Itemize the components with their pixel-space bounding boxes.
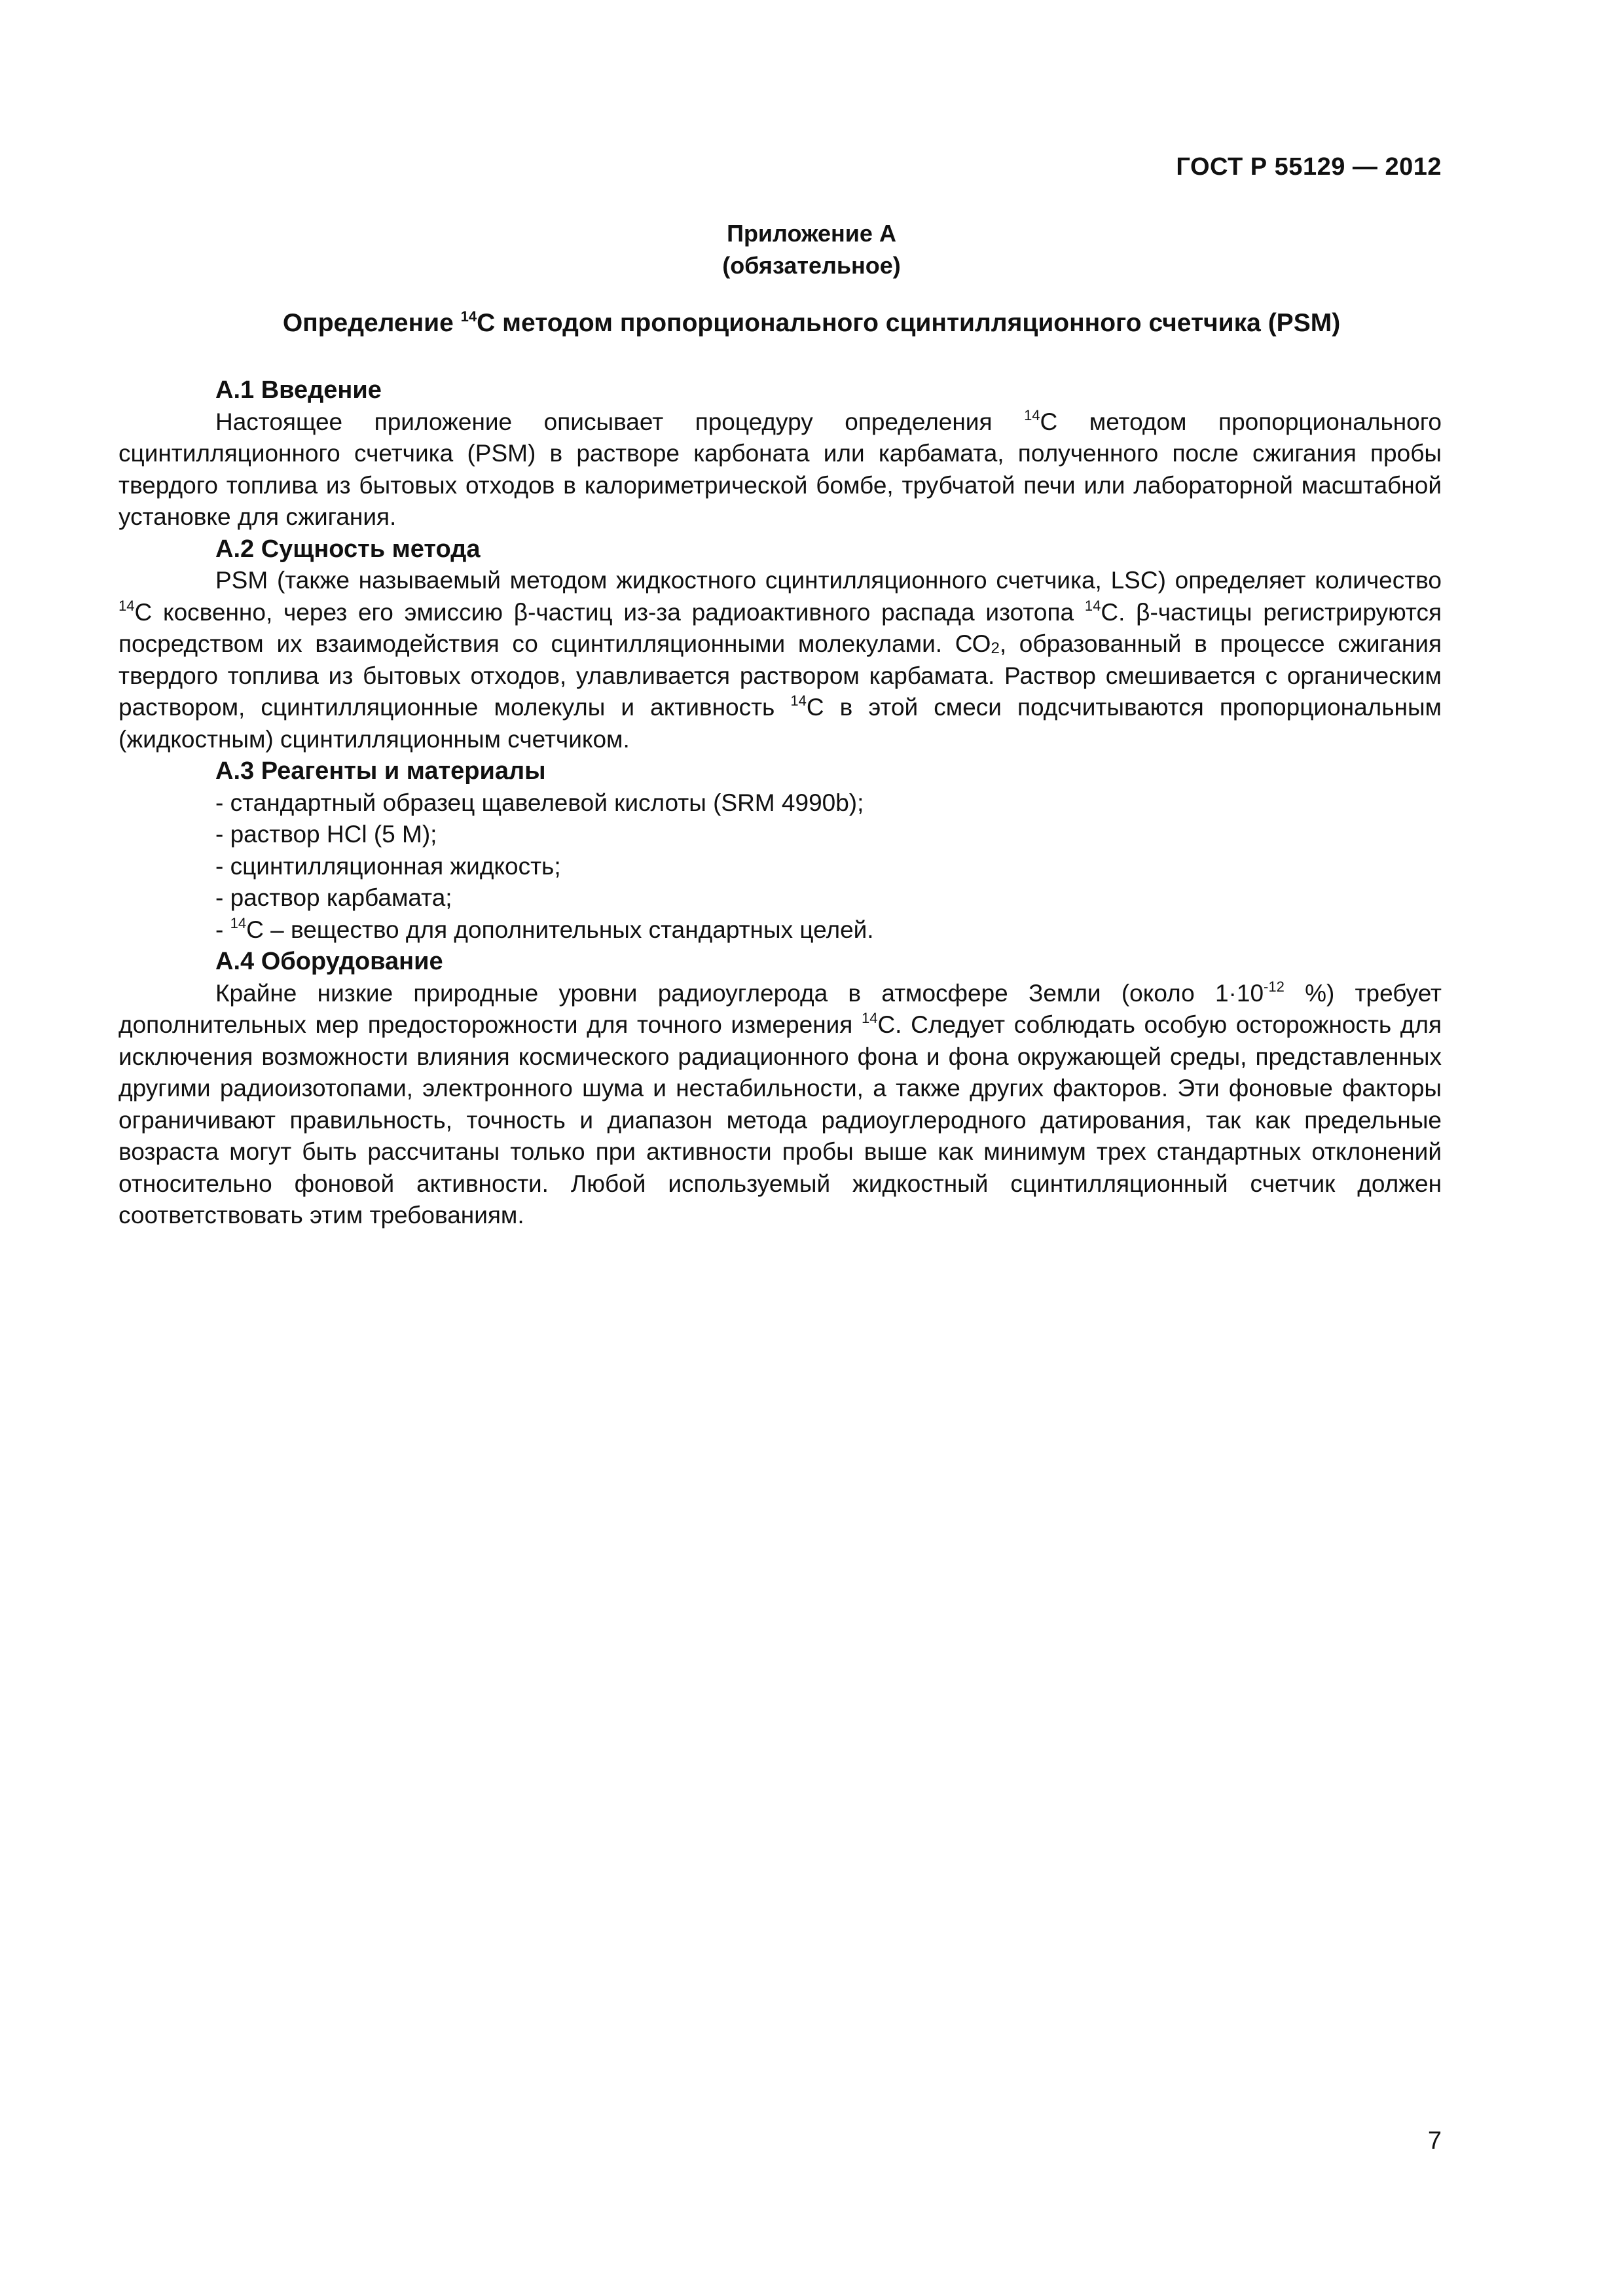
list-item: - раствор HCl (5 M); (215, 821, 437, 848)
a4-text-2: %) требует дополнительных мер предосторожности для точного измерения (119, 979, 1442, 1038)
a1-sup-1: 14 (1024, 406, 1040, 423)
title-isotope-mass: 14 (460, 308, 477, 325)
a3-last-text: С – вещество для дополнительных стандартных целей. (246, 916, 874, 943)
a4-sup-1: -12 (1264, 978, 1285, 995)
a1-text-2: С методом пропорционального сцинтилляционного счетчика (PSM) в растворе карбоната или карбамата, полученного после сжигания пробы твердого топлива из бытовых отходов в калориметрической бомбе, трубчатой печи или лабораторной масштабной установке для сжигания. (119, 408, 1442, 530)
a3-last-prefix: - (215, 916, 230, 943)
a3-last-sup: 14 (230, 914, 247, 931)
title-prefix: Определение (282, 309, 461, 337)
title-suffix: С методом пропорционального сцинтилляционного счетчика (PSM) (477, 309, 1341, 337)
a4-sup-2: 14 (861, 1010, 878, 1026)
section-text-a4 (119, 978, 1442, 1232)
section-heading-a2: А.2 Сущность метода (215, 535, 481, 563)
section-heading-a3: А.3 Реагенты и материалы (215, 757, 546, 785)
list-item: - сцинтилляционная жидкость; (215, 852, 561, 880)
a1-text-1: Настоящее приложение описывает процедуру определения (215, 408, 1025, 435)
document-body (119, 374, 1442, 1232)
a4-text-3: С. Следует соблюдать особую осторожность для исключения возможности влияния космического радиационного фона и фона окружающей среды, представленных другими радиоизотопами, электронного шума и нестабильности, а также других факторов. Эти фоновые факторы ограничивают правильность, точность и диапазон метода радиоуглеродного датирования, так как предельные возраста могут быть рассчитаны только при активности пробы выше как минимум трех стандартных отклонений относительно фоновой активности. Любой используемый жидкостный сцинтилляционный счетчик должен соответствовать этим требованиям. (119, 1011, 1442, 1229)
a2-sup-1: 14 (119, 597, 135, 614)
document-title (0, 309, 1623, 338)
a2-text-2: С косвенно, через его эмиссию β-частиц из-за радиоактивного распада изотопа (134, 598, 1085, 626)
appendix-title: Приложение А (727, 220, 896, 247)
section-text-a1 (119, 406, 1442, 533)
appendix-status: (обязательное) (722, 252, 901, 279)
a2-text-3: С. β-частицы регистрируются посредством их взаимодействия со сцинтилляционными молекулами. СО (119, 598, 1442, 657)
a2-text-5: С в этой смеси подсчитываются пропорциональным (жидкостным) сцинтилляционным счетчиком. (119, 694, 1442, 753)
a2-text-4: , образованный в процессе сжигания твердого топлива из бытовых отходов, улавливается раствором карбамата. Раствор смешивается с органическим раствором, сцинтилляционные молекулы и активность (119, 630, 1442, 721)
list-item: - раствор карбамата; (215, 884, 452, 911)
section-text-a2 (119, 565, 1442, 755)
list-item (119, 914, 1442, 946)
page-number: 7 (1427, 2127, 1442, 2155)
section-heading-a1: А.1 Введение (215, 376, 382, 404)
a2-sup-2: 14 (1084, 597, 1101, 614)
a2-sub-1: 2 (991, 639, 1000, 657)
standard-code: ГОСТ Р 55129 — 2012 (1176, 153, 1442, 181)
a2-sup-3: 14 (790, 692, 807, 709)
list-item: - стандартный образец щавелевой кислоты (SRM 4990b); (215, 789, 864, 816)
a2-text-1: PSM (также называемый методом жидкостного сцинтилляционного счетчика, LSC) определяет количество (215, 567, 1442, 594)
a4-text-1: Крайне низкие природные уровни радиоуглерода в атмосфере Земли (около 1·10 (215, 979, 1264, 1007)
section-heading-a4: А.4 Оборудование (215, 948, 443, 975)
